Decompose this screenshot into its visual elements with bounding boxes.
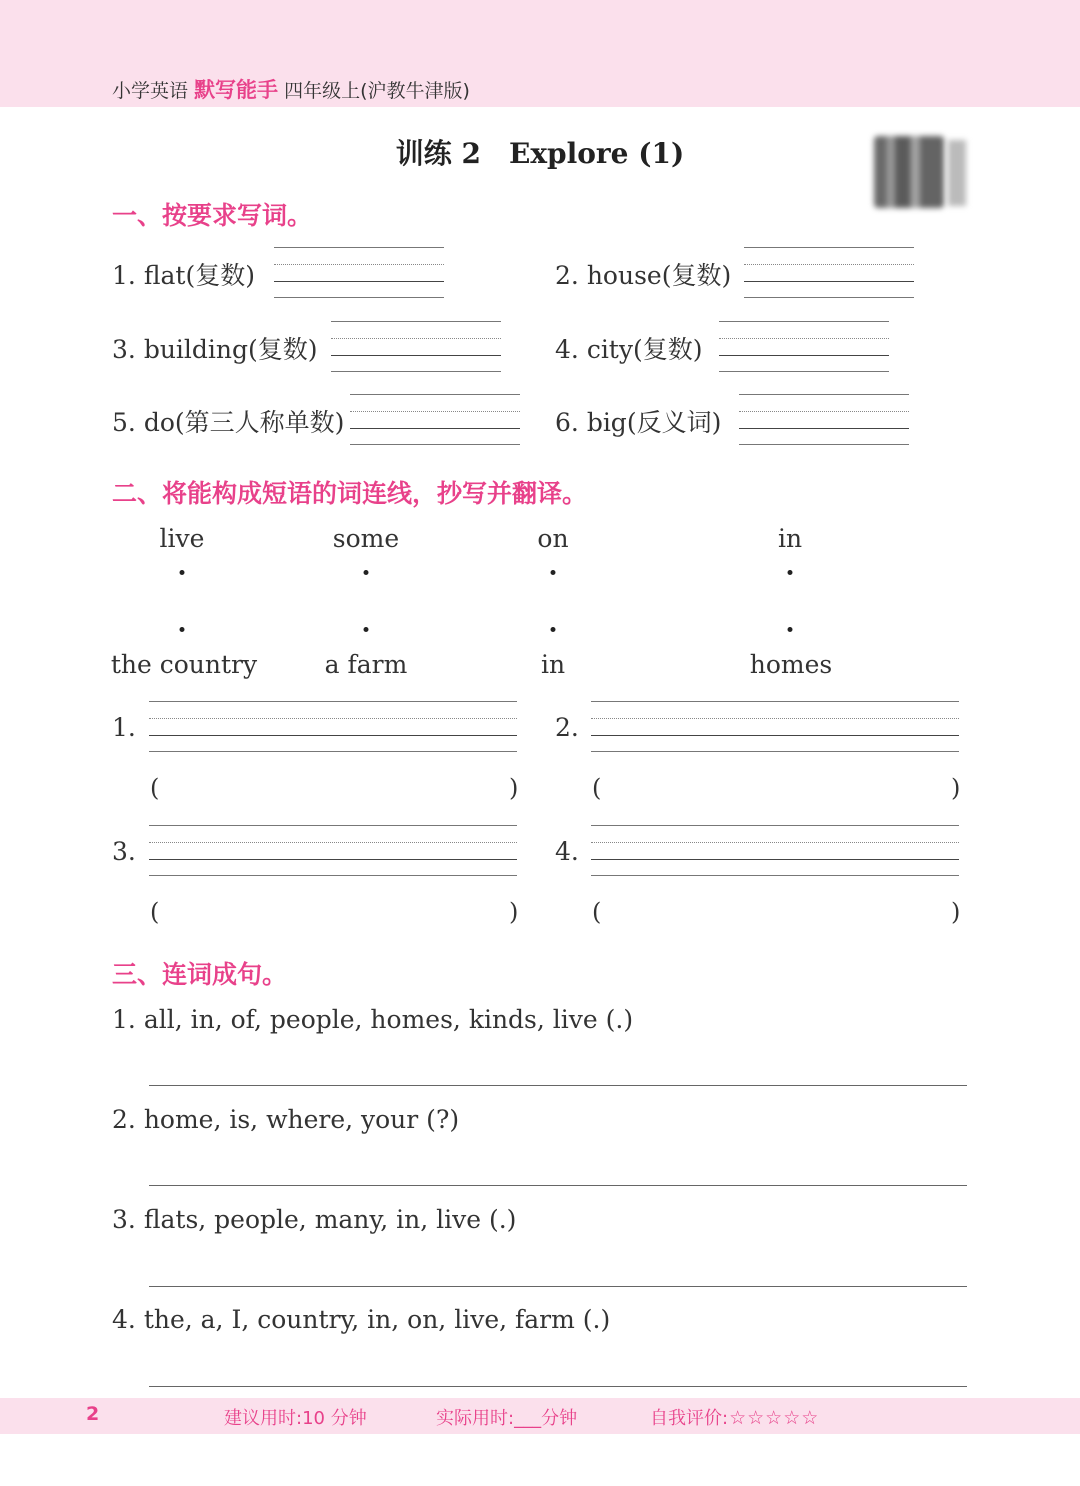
s3-item-2 <box>112 1105 459 1134</box>
phrase-write-line-3[interactable] <box>149 825 517 877</box>
phrase-trans-open-1: ( <box>150 774 160 802</box>
s1-item-2 <box>555 256 731 292</box>
section1-heading: 一、按要求写词。 <box>112 201 313 230</box>
section3-heading: 三、连词成句。 <box>112 960 288 989</box>
phrase-write-line-4[interactable] <box>591 825 959 877</box>
s1-item-1 <box>112 256 255 292</box>
book-header <box>112 74 470 104</box>
page-title: 训练 2 Explore (1) <box>395 137 685 170</box>
s1-item-4-text: city(复数) <box>586 335 703 364</box>
s1-write-line-5[interactable] <box>350 394 520 446</box>
s3-answer-line-3[interactable] <box>149 1286 967 1287</box>
match-bottom-word-1: the country <box>110 650 258 679</box>
phrase-trans-close-1: ) <box>509 774 519 802</box>
qr-code-side-icon <box>948 140 966 206</box>
s1-item-3-num: 3. <box>112 335 136 364</box>
match-bottom-word-4: homes <box>749 650 833 679</box>
s1-write-line-2[interactable] <box>744 247 914 299</box>
phrase-trans-close-4: ) <box>951 898 961 926</box>
s3-item-3-num: 3. <box>112 1205 136 1234</box>
phrase-trans-close-2: ) <box>951 774 961 802</box>
phrase-write-line-1[interactable] <box>149 701 517 753</box>
phrase-num-3: 3. <box>112 837 136 866</box>
s3-item-3-text: flats, people, many, in, live (.) <box>143 1205 517 1234</box>
s1-item-1-text: flat(复数) <box>143 261 255 290</box>
s1-item-6-text: big(反义词) <box>586 408 722 437</box>
s1-item-4 <box>555 330 703 366</box>
s1-item-3 <box>112 330 318 366</box>
phrase-trans-open-3: ( <box>150 898 160 926</box>
s3-answer-line-2[interactable] <box>149 1185 967 1186</box>
s1-item-3-text: building(复数) <box>143 335 318 364</box>
phrase-num-4: 4. <box>555 837 579 866</box>
s3-answer-line-4[interactable] <box>149 1386 967 1387</box>
s1-item-5-text: do(第三人称单数) <box>143 408 345 437</box>
header-prefix: 小学英语 <box>112 80 189 102</box>
s1-write-line-1[interactable] <box>274 247 444 299</box>
phrase-trans-open-4: ( <box>592 898 602 926</box>
s1-write-line-4[interactable] <box>719 321 889 373</box>
s3-answer-line-1[interactable] <box>149 1085 967 1086</box>
self-eval-label: 自我评价: <box>650 1408 729 1429</box>
match-bottom-word-3: in <box>540 650 566 679</box>
s1-item-2-text: house(复数) <box>586 261 732 290</box>
qr-code-icon <box>874 136 944 208</box>
s1-item-5-num: 5. <box>112 408 136 437</box>
section2-heading: 二、将能构成短语的词连线，抄写并翻译。 <box>112 479 588 508</box>
header-brand: 默写能手 <box>194 78 279 102</box>
rating-stars[interactable] <box>728 1408 818 1429</box>
s1-item-6-num: 6. <box>555 408 579 437</box>
match-bottom-dot-3[interactable] <box>551 627 556 632</box>
s3-item-4-text: the, a, I, country, in, on, live, farm (.) <box>143 1305 611 1334</box>
s3-item-3 <box>112 1205 516 1234</box>
s1-item-1-num: 1. <box>112 261 136 290</box>
s1-write-line-3[interactable] <box>331 321 501 373</box>
phrase-trans-open-2: ( <box>592 774 602 802</box>
s1-item-5 <box>112 403 344 439</box>
s3-item-4-num: 4. <box>112 1305 136 1334</box>
match-bottom-dot-1[interactable] <box>180 627 185 632</box>
star-icon[interactable]: ☆ <box>747 1407 765 1429</box>
star-icon[interactable]: ☆ <box>765 1407 783 1429</box>
match-top-word-1: live <box>159 524 205 553</box>
phrase-num-1: 1. <box>112 713 136 742</box>
s3-item-1-num: 1. <box>112 1005 136 1034</box>
phrase-trans-close-3: ) <box>509 898 519 926</box>
match-top-word-3: on <box>537 524 569 553</box>
phrase-write-line-2[interactable] <box>591 701 959 753</box>
s1-item-4-num: 4. <box>555 335 579 364</box>
s3-item-4 <box>112 1305 610 1334</box>
match-top-word-2: some <box>332 524 400 553</box>
s1-write-line-6[interactable] <box>739 394 909 446</box>
match-top-dot-1[interactable] <box>180 570 185 575</box>
match-bottom-dot-2[interactable] <box>364 627 369 632</box>
s3-item-2-num: 2. <box>112 1105 136 1134</box>
match-top-word-4: in <box>777 524 803 553</box>
self-evaluation <box>650 1404 818 1430</box>
match-top-dot-3[interactable] <box>551 570 556 575</box>
s3-item-1 <box>112 1005 633 1034</box>
s1-item-6 <box>555 403 721 439</box>
match-top-dot-4[interactable] <box>788 570 793 575</box>
header-suffix: 四年级上(沪教牛津版) <box>284 80 470 102</box>
match-bottom-dot-4[interactable] <box>788 627 793 632</box>
star-icon[interactable]: ☆ <box>783 1407 801 1429</box>
s1-item-2-num: 2. <box>555 261 579 290</box>
phrase-num-2: 2. <box>555 713 579 742</box>
match-top-dot-2[interactable] <box>364 570 369 575</box>
actual-time: 实际用时:___分钟 <box>436 1408 578 1429</box>
star-icon[interactable]: ☆ <box>729 1407 747 1429</box>
s3-item-2-text: home, is, where, your (?) <box>143 1105 460 1134</box>
page-number: 2 <box>86 1403 100 1425</box>
match-bottom-word-2: a farm <box>324 650 408 679</box>
s3-item-1-text: all, in, of, people, homes, kinds, live (.) <box>143 1005 634 1034</box>
suggested-time: 建议用时:10 分钟 <box>224 1408 367 1429</box>
star-icon[interactable]: ☆ <box>801 1407 819 1429</box>
